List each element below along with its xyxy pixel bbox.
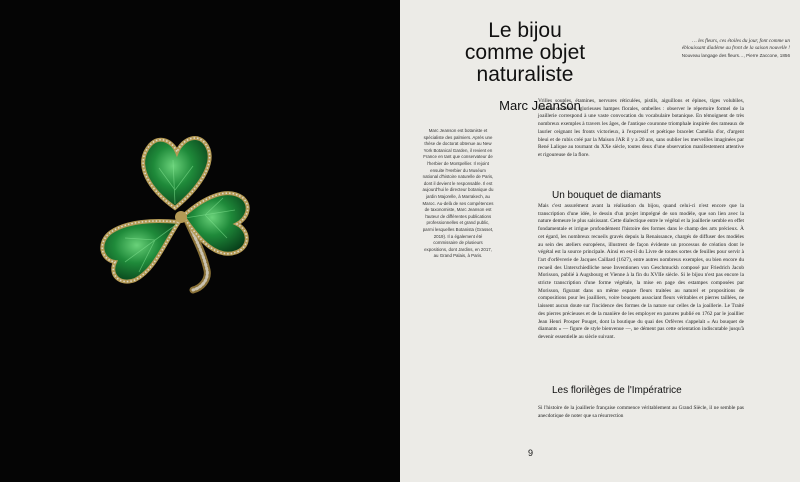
author-bio: Marc Jeanson est botaniste et spécialiste des palmiers. Après une thèse de doctorat obtenue au New York Botanical Garden, il revient en France en tant que conservateur de l'herbier de Montpellier. Il rejoint ensuite l'Herbier du Muséum national d'histoire naturelle de Paris, dont il devient le responsable. Il est aujourd'hui le directeur botanique du jardin Majorelle, à Marrakech, au Maroc. Au-delà de ses compétences de taxonomiste, Marc Jeanson est l'auteur de différentes publications professionnelles et grand public, parmi lesquelles Botanista (Grasset, 2019). Il a également été commissaire de plusieurs expositions, dont Jardins, en 2017, au Grand Palais, à Paris. bbox=[422, 128, 494, 259]
clover-brooch-image bbox=[95, 120, 255, 295]
author-name: Marc Jeanson bbox=[499, 98, 581, 113]
epigraph-source: Nouveau langage des fleurs…, Pierre Zaccone, 1856 bbox=[681, 53, 790, 58]
epigraph-quote: … les fleurs, ces étoiles du jour, font comme un éblouissant diadème au front de la saison nouvelle ! bbox=[681, 38, 790, 51]
section-heading-bouquet: Un bouquet de diamants bbox=[552, 190, 661, 201]
page-number: 9 bbox=[528, 448, 534, 458]
section-heading-florileges: Les florilèges de l'Impératrice bbox=[552, 385, 682, 396]
section-paragraph-florileges: Si l'histoire de la joaillerie française commence véritablement au Grand Siècle, il ne semble pas anecdotique de noter que sa résurrection bbox=[538, 405, 744, 419]
epigraph bbox=[670, 38, 790, 59]
chapter-title: Le bijou comme objet naturaliste bbox=[464, 19, 586, 86]
section-paragraph-bouquet: Mais c'est assurément avant la réalisation du bijou, quand celui-ci n'est encore que la transcription d'une idée, le dessin d'un projet imprégné de son modèle, que son lien avec la nature demeure le plus saisissant. Cette dialectique entre le végétal et la joaillerie semble en effet fondamentale et irrigue profondément l'histoire des formes dans le champ des arts précieux. À cet égard, les nombreux recueils gravés depuis la Renaissance, chargés de diffuser des modèles au sein des ateliers européens, illustrent de façon évidente un processus de création dont le végétal est la source principale. Ainsi en est-il du Livre de toutes sortes de feuilles pour servir à l'art d'orfèvrerie de Jacques Caillard (1627), entre autres nombreux exemples, ou bien encore du recueil des Unterschiedliche neue Inventionen von Geschmuckh composé par Friedrich Jacob Morisson, publié à Augsbourg et Vienne à la fin du XVIIe siècle. Si le bijou n'est pas encore la stricte transcription d'une forme végétale, la mise en page des estampes composées par Morisson, figurant dans un même espace fleurs traitées au naturel et propositions de compositions pour les joailliers, voire bouquets associant fleurs véritables et pierres taillées, ne laissent aucun doute sur l'incidence des formes de la nature sur celles de la joaillerie. Le Traité des pierres précieuses et de la manière de les employer en parures publié en 1762 par le joaillier Jean Henri Prosper Pouget, dont la boutique du quai des Orfèvres s'appelait « Au bouquet de diamants » — figure de style bienvenue —, ne dément pas cette orientation indiscutable jusqu'à devenir essentielle au siècle suivant. bbox=[538, 203, 744, 340]
intro-paragraph: Vrilles souples, étamines, nervures réticulées, pistils, aiguillons et épines, tiges volubiles, folioles dentelées, glorieuses hampes florales, ombelles : observer le répertoire formel de la joaillerie correspond à une vaste convocation du vocabulaire botanique. En témoignent de très nombreux exemples à travers les âges, de l'antique couronne triomphale inspirée des rameaux de laurier ceignant les fronts victorieux, à l'expressif et poétique bracelet Camélia d'or, d'argent bleui et de rubis créé par la Maison JAR il y a 20 ans, sans oublier les merveilles imaginées par René Lalique au tournant du XXe siècle, toutes deux d'une observation manifestement attentive et rigoureuse de la flore. bbox=[538, 98, 744, 158]
